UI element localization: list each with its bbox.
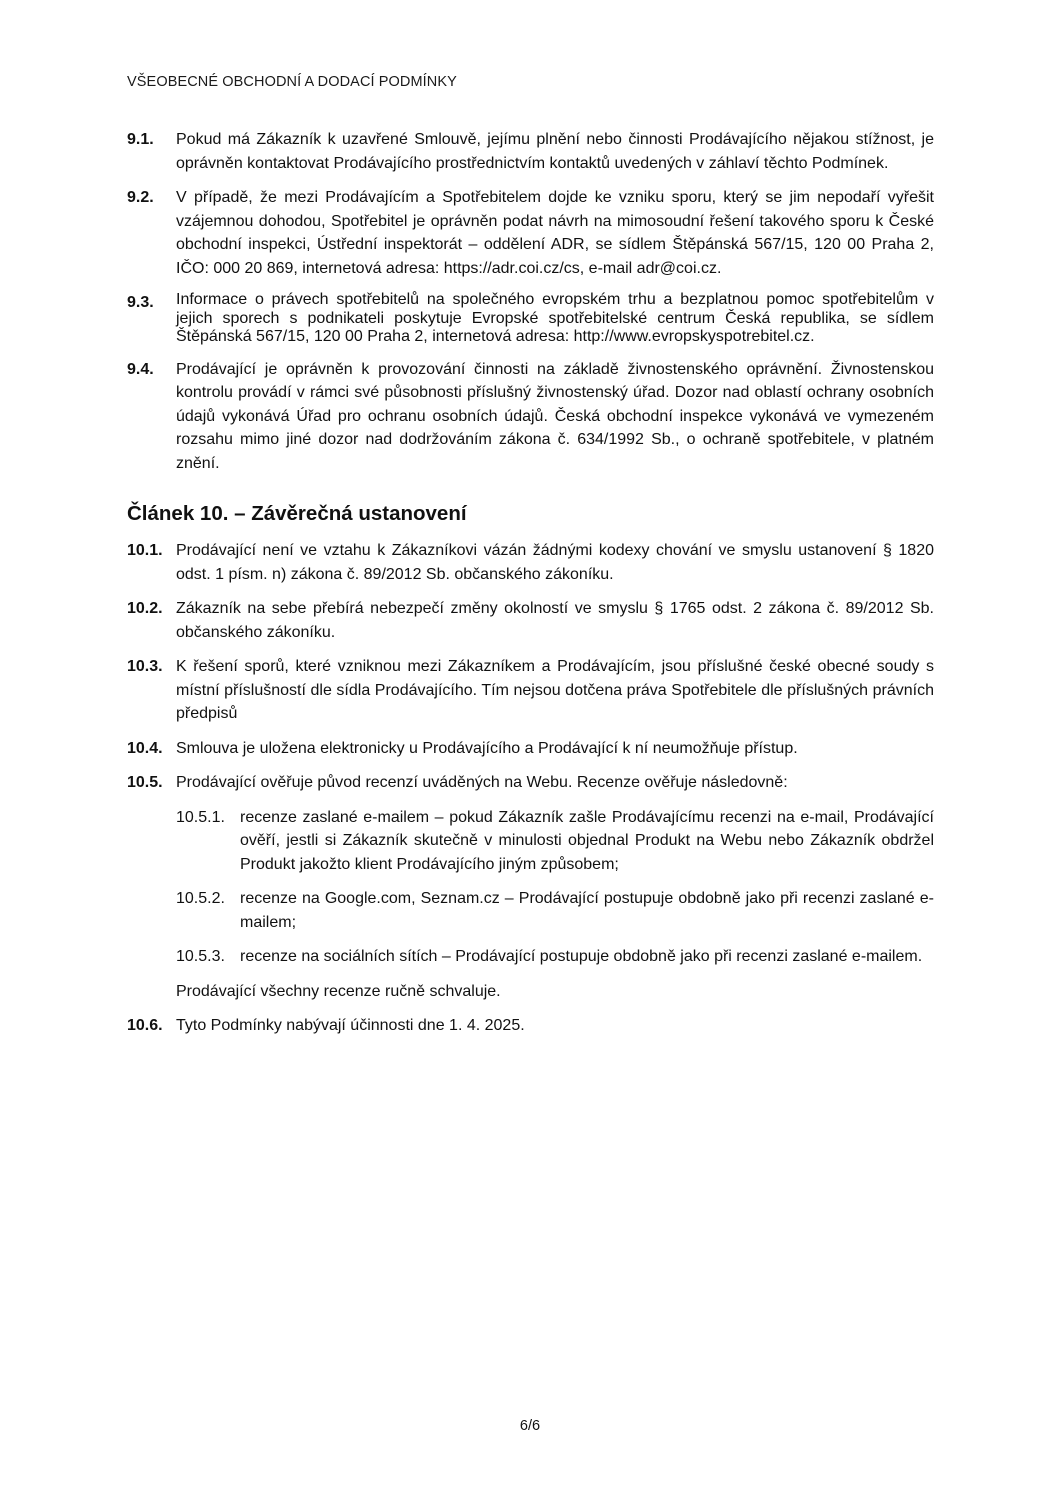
clause-text: K řešení sporů, které vzniknou mezi Zákazníkem a Prodávajícím, jsou příslušné české obecné soudy s místní příslušností dle sídla Prodávajícího. Tím nejsou dotčena práva Spotřebitele dle příslušných právních předpisů <box>176 658 934 722</box>
page-number: 6/6 <box>519 1418 541 1434</box>
clause-10-3 <box>127 655 934 726</box>
clause-number: 9.4. <box>127 360 154 378</box>
clause-number: 10.3. <box>127 658 163 675</box>
document-header: VŠEOBECNÉ OBCHODNÍ A DODACÍ PODMÍNKY <box>127 74 457 90</box>
clause-text: Informace o právech spotřebitelů na společného evropském trhu a bezplatnou pomoc spotřebitelům v jejich sporech s podnikateli poskytuje Evropské spotřebitelské centrum Česká republika, se sídlem Štěpánská 567/15, 120 00 Praha 2, internetová adresa: http://www.evropskyspotrebitel.cz. <box>176 291 934 345</box>
clause-number: 9.1. <box>127 131 154 148</box>
subclause-number: 10.5.1. <box>176 808 225 826</box>
subclause-10-5-3 <box>176 945 934 969</box>
article-10-title: Článek 10. – Závěrečná ustanovení <box>127 502 467 525</box>
clause-number: 9.3. <box>127 294 154 311</box>
subclause-10-5-2 <box>176 887 934 934</box>
clause-9-2 <box>127 186 934 280</box>
subclause-text: recenze na Google.com, Seznam.cz – Prodávající postupuje obdobně jako při recenzi zaslané e-mailem; <box>240 890 934 931</box>
clause-number: 10.5. <box>127 774 163 791</box>
clause-text: Tyto Podmínky nabývají účinnosti dne 1. 4. 2025. <box>176 1017 525 1034</box>
clause-number: 10.1. <box>127 542 163 559</box>
subclause-number: 10.5.3. <box>176 948 225 965</box>
clause-9-1 <box>127 128 934 175</box>
clause-10-4 <box>127 737 934 761</box>
clause-text: Pokud má Zákazník k uzavřené Smlouvě, jejímu plnění nebo činnosti Prodávajícího nějakou stížnost, je oprávněn kontaktovat Prodávajícího prostřednictvím kontaktů uvedených v záhlaví těchto Podmínek. <box>176 131 934 172</box>
clause-text: Prodávající ověřuje původ recenzí uváděných na Webu. Recenze ověřuje následovně: <box>176 774 788 791</box>
subclause-10-5-1 <box>176 806 934 877</box>
clause-10-2 <box>127 597 934 644</box>
clause-text: Prodávající je oprávněn k provozování činnosti na základě živnostenského oprávnění. Živnostenskou kontrolu provádí v rámci své působnosti příslušný živnostenský úřad. Dozor nad oblastí ochrany osobních údajů vykonává Úřad pro ochranu osobních údajů. Česká obchodní inspekce vykonává ve vymezeném rozsahu mimo jiné dozor nad dodržováním zákona č. 634/1992 Sb., o ochraně spotřebitele, v platném znění. <box>176 360 934 472</box>
clause-text: Smlouva je uložena elektronicky u Prodávajícího a Prodávající k ní neumožňuje přístup. <box>176 739 798 757</box>
subclause-number: 10.5.2. <box>176 890 225 907</box>
subclause-text: recenze na sociálních sítích – Prodávající postupuje obdobně jako při recenzi zaslané e-mailem. <box>240 948 923 965</box>
clause-number: 10.4. <box>127 739 163 757</box>
clause-text: V případě, že mezi Prodávajícím a Spotřebitelem dojde ke vzniku sporu, který se jim nepodaří vyřešit vzájemnou dohodou, Spotřebitel je oprávněn podat návrh na mimosoudní řešení takového sporu k České obchodní inspekci, Ústřední inspektorát – oddělení ADR, se sídlem Štěpánská 567/15, 120 00 Praha 2, IČO: 000 20 869, internetová adresa: https://adr.coi.cz/cs, e-mail adr@coi.cz. <box>176 189 934 277</box>
clause-number: 9.2. <box>127 189 154 206</box>
document-body <box>127 128 934 1049</box>
clause-10-6 <box>127 1014 934 1038</box>
clause-9-4 <box>127 358 934 476</box>
clause-number: 10.6. <box>127 1017 163 1034</box>
clause-10-1 <box>127 539 934 586</box>
clause-9-3 <box>127 291 934 347</box>
clause-10-5 <box>127 771 934 795</box>
subclause-text: recenze zaslané e-mailem – pokud Zákazník zašle Prodávajícímu recenzi na e-mail, Prodávající ověří, jestli si Zákazník skutečně v minulosti objednal Produkt na Webu nebo Zákazník obdržel Produkt jakožto klient Prodávajícího jiným způsobem; <box>240 808 934 873</box>
clause-text: Zákazník na sebe přebírá nebezpečí změny okolností ve smyslu § 1765 odst. 2 zákona č. 89/2012 Sb. občanského zákoníku. <box>176 600 934 641</box>
clause-number: 10.2. <box>127 600 163 617</box>
clause-text: Prodávající není ve vztahu k Zákazníkovi vázán žádnými kodexy chování ve smyslu ustanovení § 1820 odst. 1 písm. n) zákona č. 89/2012 Sb. občanského zákoníku. <box>176 542 934 583</box>
closing-10-5-text: Prodávající všechny recenze ručně schvaluje. <box>176 982 501 1000</box>
